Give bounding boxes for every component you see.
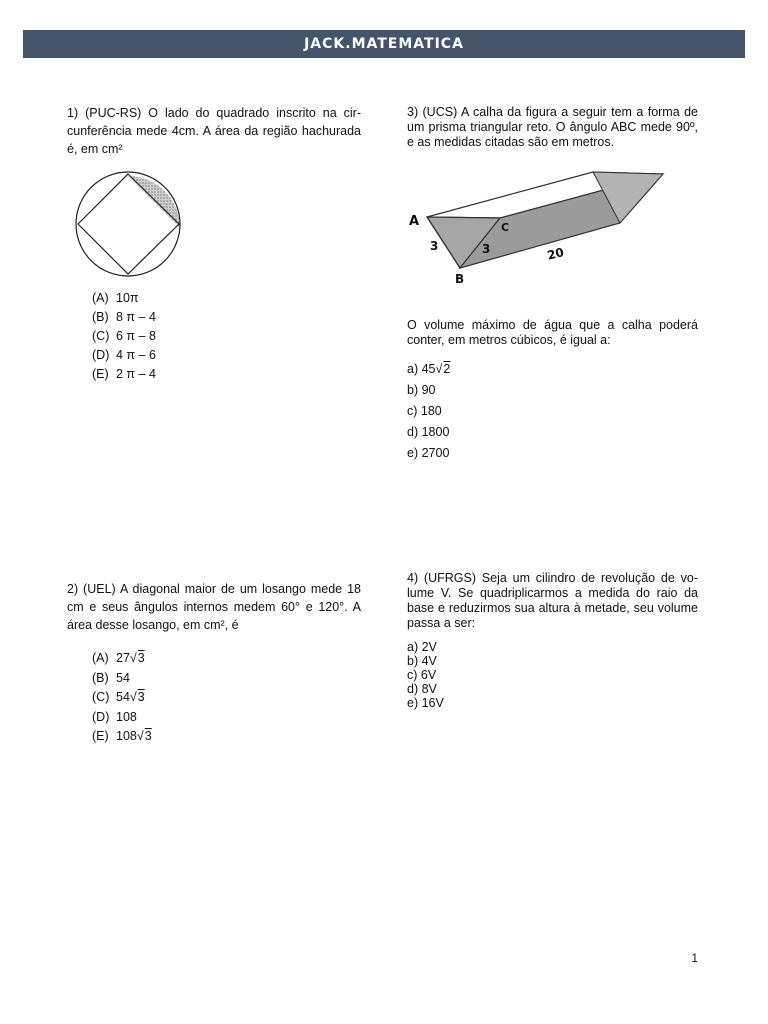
circle-shape [76,172,180,276]
q4-option-d[interactable]: d) 8V [407,682,437,696]
label-length: 20 [545,245,566,263]
label-side-1: 3 [430,239,439,253]
q4-option-c[interactable]: c) 6V [407,668,437,682]
q2-option-e[interactable]: (E) 108√3 [92,729,152,743]
q1-option-b[interactable]: (B) 8 π – 4 [92,310,156,324]
q3-option-b[interactable]: b) 90 [407,383,436,397]
q2-option-d[interactable]: (D) 108 [92,709,137,724]
q3-option-c[interactable]: c) 180 [407,404,442,418]
q4-option-a[interactable]: a) 2V [407,640,437,654]
question-4-options [407,640,444,710]
question-3 [407,105,698,150]
q2-option-c[interactable]: (C) 54√3 [92,690,145,704]
triangular-prism-figure [405,165,670,287]
question-1-text: 1) (PUC-RS) O lado do quadrado inscrito na circunferência mede 4cm. A área da região hachurada é, em cm² [67,106,361,156]
hatched-segment [128,176,180,228]
question-2-text: 2) (UEL) A diagonal maior de um losango mede 18 cm e seus ângulos internos medem 60° e 120°. A área desse losango, em cm², é [67,582,361,632]
q3-option-e[interactable]: e) 2700 [407,446,450,460]
inscribed-square-figure [70,170,190,278]
question-3-question: O volume máximo de água que a calha poderá conter, em metros cúbicos, é igual a: [407,318,698,347]
q2-option-b[interactable]: (B) 54 [92,670,130,685]
q1-option-a[interactable]: (A) 10π [92,291,139,305]
question-1-options [92,289,156,384]
square-shape [78,174,179,274]
label-b: B [455,272,465,286]
question-3-text: 3) (UCS) A calha da figura a seguir tem a forma de um prisma triangular reto. O ângulo ABC mede 90º, e as medidas citadas são em metros. [407,105,698,149]
question-4 [407,571,698,631]
header-title: JACK.MATEMATICA [304,36,464,52]
question-4-text: 4) (UFRGS) Seja um cilindro de revolução de volume V. Se quadriplicarmos a medida do raio da base e reduzirmos sua altura à metade, seu volume passa a ser: [407,571,698,630]
q1-option-c[interactable]: (C) 6 π – 8 [92,329,156,343]
q4-option-e[interactable]: e) 16V [407,696,444,710]
label-a: A [409,214,420,229]
label-c: C [501,221,510,234]
q2-option-a[interactable]: (A) 27√3 [92,651,145,665]
q4-option-b[interactable]: b) 4V [407,654,437,668]
question-3-options [407,359,450,464]
page-number: 1 [691,951,698,965]
q3-option-d[interactable]: d) 1800 [407,425,450,439]
q3-option-a[interactable]: a) 45√2 [407,362,451,376]
question-2-options [92,649,152,747]
question-2 [67,580,361,634]
q1-option-e[interactable]: (E) 2 π – 4 [92,367,156,381]
q1-option-d[interactable]: (D) 4 π – 6 [92,348,156,362]
label-side-2: 3 [482,242,491,256]
question-3-prompt [407,318,698,348]
question-1 [67,104,361,158]
page-header [23,30,745,58]
